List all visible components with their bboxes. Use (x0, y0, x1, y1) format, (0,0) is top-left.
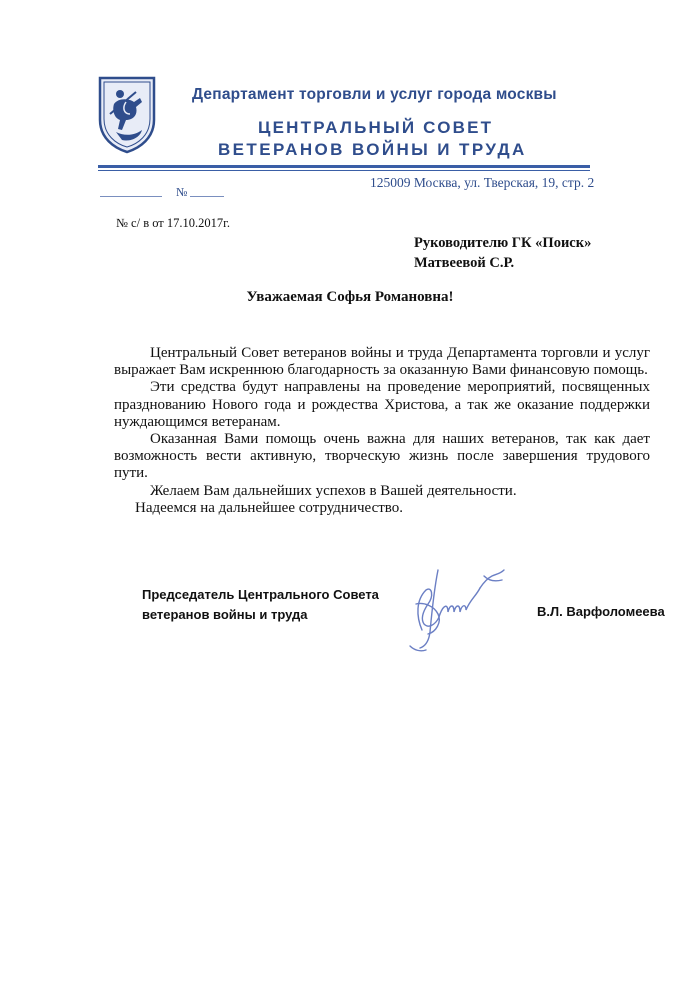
date-blank-line (100, 196, 162, 197)
body-paragraph-4: Желаем Вам дальнейших успехов в Вашей деятельности. (150, 482, 517, 499)
council-name-line2: ВЕТЕРАНОВ ВОЙНЫ И ТРУДА (218, 140, 527, 159)
signatory-title-line2: ветеранов войны и труда (142, 607, 308, 622)
salutation: Уважаемая Софья Романовна! (246, 289, 454, 305)
letterhead-divider (98, 165, 590, 168)
body-paragraph-2: Эти средства будут направлены на проведение мероприятий, посвященных празднованию Нового года и рождества Христова, а так же оказание поддержки нуждающимся ветеранам. (114, 379, 650, 430)
body-paragraph-1: Центральный Совет ветеранов войны и труда Департамента торговли и услуг выражает Вам искреннюю благодарность за оказанную Вами финансовую помощь. (114, 345, 650, 379)
number-label: № (176, 185, 188, 199)
addressee-block (414, 233, 591, 273)
signatory-title (142, 585, 379, 625)
council-name-line1: ЦЕНТРАЛЬНЫЙ СОВЕТ (258, 118, 494, 137)
signatory-name: В.Л. Варфоломеева (537, 604, 665, 619)
letter-body (114, 345, 650, 517)
department-name: Департамент торговли и услуг города москвы (192, 86, 557, 103)
letterhead-divider-thin (98, 170, 590, 171)
moscow-coat-of-arms-icon (96, 74, 158, 154)
handwritten-signature (380, 560, 540, 660)
addressee-position: Руководителю ГК «Поиск» (414, 235, 592, 251)
council-address: 125009 Москва, ул. Тверская, 19, стр. 2 (370, 175, 595, 190)
signatory-title-line1: Председатель Центрального Совета (142, 587, 379, 602)
addressee-name: Матвеевой С.Р. (414, 255, 515, 271)
body-paragraph-3: Оказанная Вами помощь очень важна для наших ветеранов, так как дает возможность вести активную, творческую жизнь после завершения трудового пути. (114, 431, 650, 482)
letter-reference: № с/ в от 17.10.2017г. (116, 216, 230, 230)
number-blank-line (190, 196, 224, 197)
body-paragraph-5: Надеемся на дальнейшее сотрудничество. (135, 499, 404, 516)
